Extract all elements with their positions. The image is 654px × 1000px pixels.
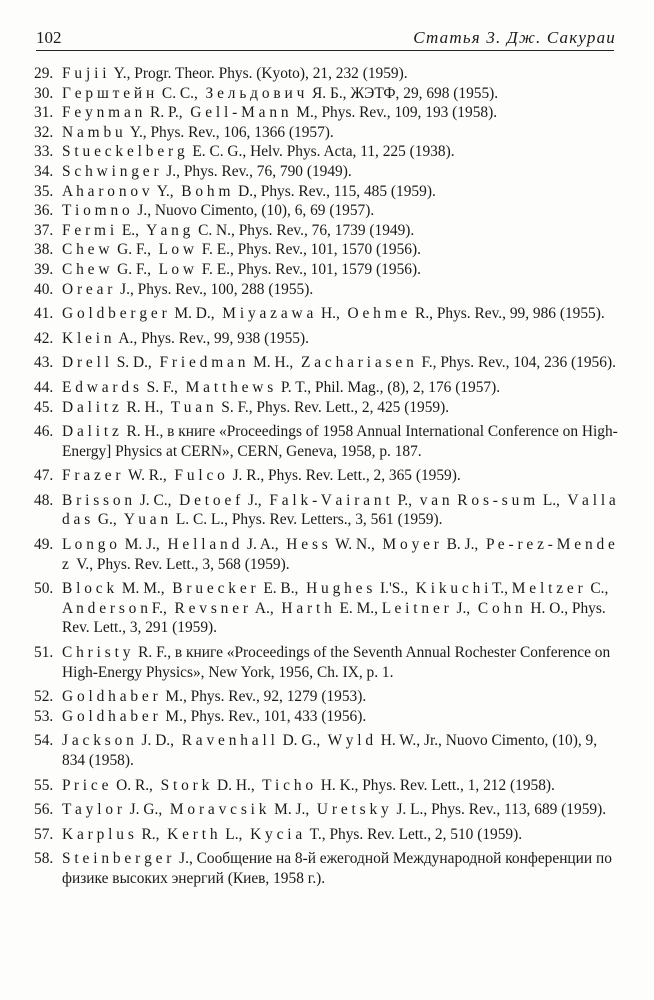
reference-number: 34. [34,162,54,180]
reference-text: C h e w G. F., L o w F. E., Phys. Rev., 101, 1579 (1956). [62,260,421,278]
reference-item [34,422,620,461]
reference-text: F e r m i E., Y a n g C. N., Phys. Rev., 76, 1739 (1949). [62,221,415,239]
reference-item [34,579,620,638]
reference-item [34,466,620,486]
reference-item [34,707,620,727]
reference-number: 36. [34,202,54,220]
reference-number: 46. [34,423,54,441]
reference-text: N a m b u Y., Phys. Rev., 106, 1366 (1957). [62,123,334,141]
reference-item [34,84,620,104]
reference-number: 52. [34,688,54,706]
reference-text: C h r i s t y R. F., в книге «Proceedings of the Seventh Annual Rochester Conference on High-Energy Physics», New York, 1956, Ch. IX, p. 1. [62,644,615,681]
reference-item [34,731,620,770]
reference-text: T i o m n o J., Nuovo Cimento, (10), 6, 69 (1957). [62,202,375,220]
reference-text: F u j i i Y., Progr. Theor. Phys. (Kyoto), 21, 232 (1959). [62,65,408,82]
reference-text: G o l d h a b e r M., Phys. Rev., 101, 433 (1956). [62,707,367,725]
reference-text: S t u e c k e l b e r g E. C. G., Helv. Phys. Acta, 11, 225 (1938). [62,143,455,161]
reference-number: 51. [34,644,54,662]
reference-text: F r a z e r W. R., F u l c o J. R., Phys. Rev. Lett., 2, 365 (1959). [62,467,461,485]
reference-text: J a c k s o n J. D., R a v e n h a l l D. G., W y l d H. W., Jr., Nuovo Cimento, (10), 9, 834 (1958). [62,732,601,769]
reference-item [34,240,620,260]
reference-text: S t e i n b e r g e r J., Сообщение на 8-й ежегодной Международной конференции по физике высоких энергий (Киев, 1958 г.). [62,850,616,887]
reference-item [34,491,620,530]
reference-number: 47. [34,467,54,485]
reference-text: S c h w i n g e r J., Phys. Rev., 76, 790 (1949). [62,162,352,180]
page-number: 102 [36,28,62,47]
reference-item [34,201,620,221]
reference-item [34,260,620,280]
reference-item [34,182,620,202]
reference-item [34,162,620,182]
reference-number: 29. [34,65,54,82]
reference-number: 38. [34,241,54,259]
reference-item [34,849,620,888]
reference-item [34,643,620,682]
reference-text: G o l d h a b e r M., Phys. Rev., 92, 1279 (1953). [62,688,367,706]
reference-text: F e y n m a n R. P., G e l l - M a n n M., Phys. Rev., 109, 193 (1958). [62,104,498,122]
reference-item [34,825,620,845]
reference-number: 35. [34,182,54,200]
reference-item [34,304,620,324]
reference-number: 48. [34,491,54,509]
reference-item [34,535,620,574]
reference-item [34,353,620,373]
reference-item [34,280,620,300]
reference-item [34,123,620,143]
reference-number: 56. [34,801,54,819]
reference-item [34,398,620,418]
reference-number: 30. [34,84,54,102]
reference-item [34,800,620,820]
reference-item [34,776,620,796]
reference-text: C h e w G. F., L o w F. E., Phys. Rev., 101, 1570 (1956). [62,241,421,259]
reference-number: 31. [34,104,54,122]
reference-number: 37. [34,221,54,239]
header-rule [36,50,614,51]
reference-text: T a y l o r J. G., M o r a v c s i k M. J., U r e t s k y J. L., Phys. Rev., 113, 689 (1959). [62,801,607,819]
reference-number: 50. [34,580,54,598]
reference-text: B l o c k M. M., B r u e c k e r E. B., H u g h e s I.'S., K i k u c h i T., M e l t z e r C., A n d e r s o n F., R e v s n e r A., H a r t h E. M., L e i t n e r J., C o h n H. O., Phys. Rev. Lett., 3, 291 (1959). [62,580,616,637]
reference-number: 57. [34,825,54,843]
reference-text: Г е р ш т е й н С. С., З е л ь д о в и ч Я. Б., ЖЭТФ, 29, 698 (1955). [62,84,499,102]
reference-text: G o l d b e r g e r M. D., M i y a z a w a H., O e h m e R., Phys. Rev., 99, 986 (1955). [62,305,605,323]
reference-text: O r e a r J., Phys. Rev., 100, 288 (1955). [62,280,314,298]
reference-number: 44. [34,378,54,396]
reference-text: P r i c e O. R., S t o r k D. H., T i c h o H. K., Phys. Rev. Lett., 1, 212 (1958). [62,776,555,794]
reference-item [34,687,620,707]
reference-item [34,329,620,349]
reference-number: 49. [34,536,54,554]
reference-number: 43. [34,354,54,372]
reference-number: 45. [34,398,54,416]
reference-text: D r e l l S. D., F r i e d m a n M. H., Z a c h a r i a s e n F., Phys. Rev., 104, 236 (1956). [62,354,616,372]
reference-number: 53. [34,707,54,725]
running-title: Статья 3. Дж. Сакураи [413,28,616,47]
page-header [36,22,616,52]
reference-item [34,103,620,123]
reference-text: B r i s s o n J. C., D e t o e f J., F a l k - V a i r a n t P., v a n R o s - s u m L., V a l l a d a s G., Y u a n L. C. L., Phys. Rev. Letters., 3, 561 (1959). [62,491,620,529]
reference-text: K a r p l u s R., K e r t h L., K y c i a T., Phys. Rev. Lett., 2, 510 (1959). [62,825,523,843]
reference-number: 58. [34,850,54,868]
reference-list [34,64,620,889]
reference-item [34,378,620,398]
reference-number: 40. [34,280,54,298]
reference-text: D a l i t z R. H., T u a n S. F., Phys. Rev. Lett., 2, 425 (1959). [62,398,450,416]
reference-text: D a l i t z R. H., в книге «Proceedings of 1958 Annual International Conference on High-Energy] Physics at CERN», CERN, Geneva, 1958, p. 187. [62,423,618,460]
reference-number: 42. [34,329,54,347]
reference-item [34,64,620,84]
reference-item [34,221,620,241]
reference-number: 33. [34,143,54,161]
reference-text: E d w a r d s S. F., M a t t h e w s P. T., Phil. Mag., (8), 2, 176 (1957). [62,378,501,396]
reference-number: 39. [34,260,54,278]
reference-number: 41. [34,305,54,323]
reference-text: A h a r o n o v Y., B o h m D., Phys. Rev., 115, 485 (1959). [62,182,436,200]
reference-number: 54. [34,732,54,750]
reference-number: 55. [34,776,54,794]
reference-text: K l e i n A., Phys. Rev., 99, 938 (1955). [62,329,309,347]
reference-text: L o n g o M. J., H e l l a n d J. A., H e s s W. N., M o y e r B. J., P e - r e z - M e n d e z V., Phys. Rev. Lett., 3, 568 (1959). [62,536,619,573]
reference-item [34,142,620,162]
reference-number: 32. [34,123,54,141]
